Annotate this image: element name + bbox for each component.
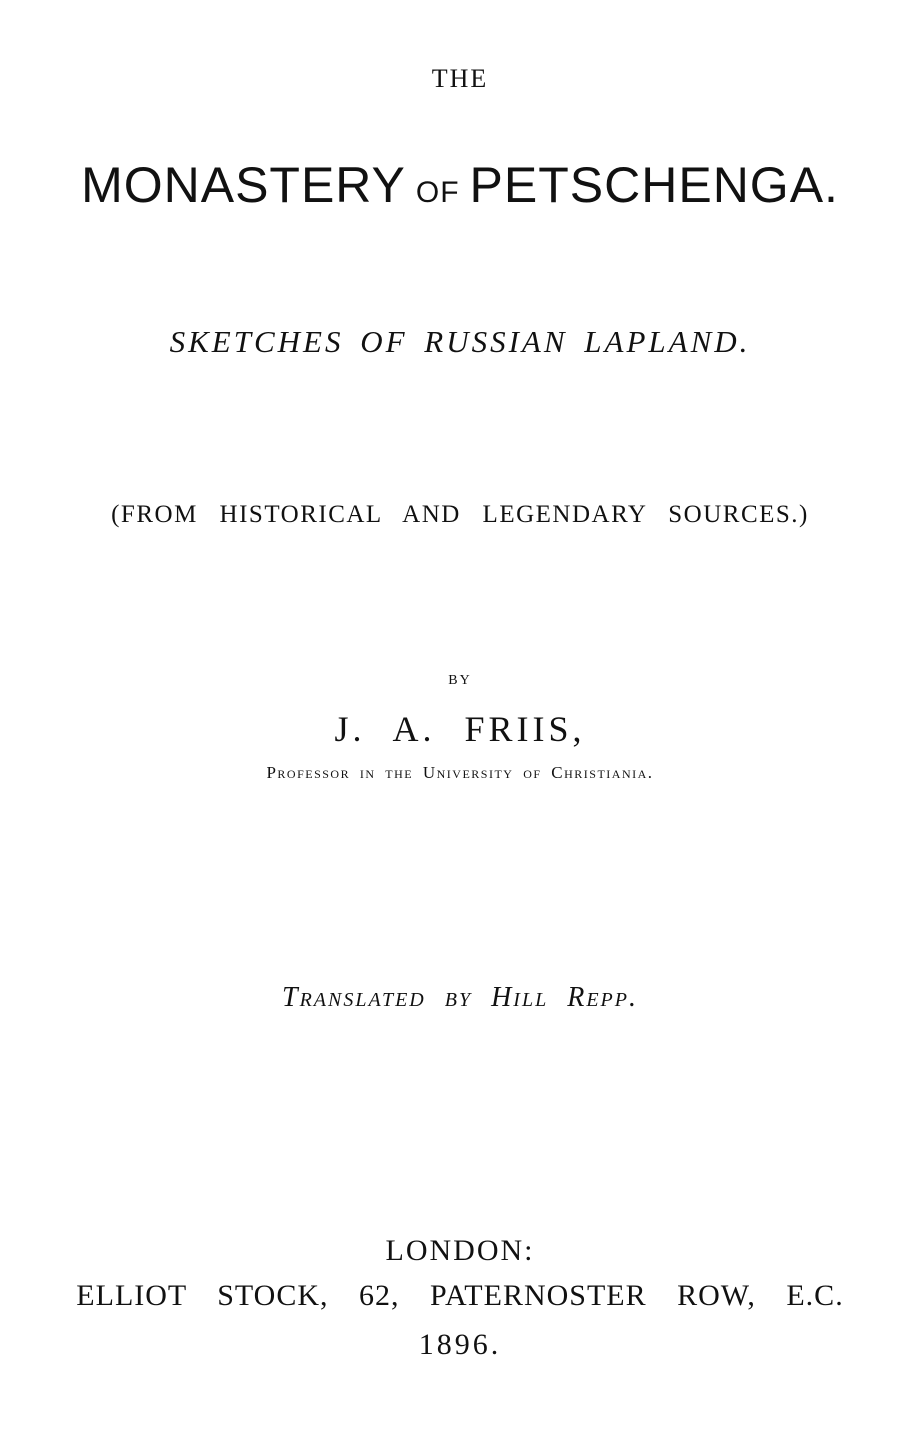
book-title xyxy=(0,157,920,213)
book-subtitle: SKETCHES OF RUSSIAN LAPLAND. xyxy=(169,324,751,359)
author-affiliation: Professor in the University of Christiania. xyxy=(266,763,654,782)
imprint-year: 1896. xyxy=(418,1328,502,1361)
translator-credit: Translated by Hill Repp. xyxy=(282,982,638,1013)
by-label: BY xyxy=(448,673,472,688)
author-name: J. A. FRIIS, xyxy=(334,709,586,749)
imprint-city: LONDON: xyxy=(385,1234,535,1267)
imprint-publisher: ELLIOT STOCK, 62, PATERNOSTER ROW, E.C. xyxy=(76,1279,844,1312)
title-article: THE xyxy=(431,64,489,93)
book-title-of: OF xyxy=(415,176,460,209)
book-title-part1: MONASTERY xyxy=(81,157,406,213)
sources-note: (FROM HISTORICAL AND LEGENDARY SOURCES.) xyxy=(111,501,809,528)
book-title-part2: PETSCHENGA. xyxy=(469,157,839,213)
